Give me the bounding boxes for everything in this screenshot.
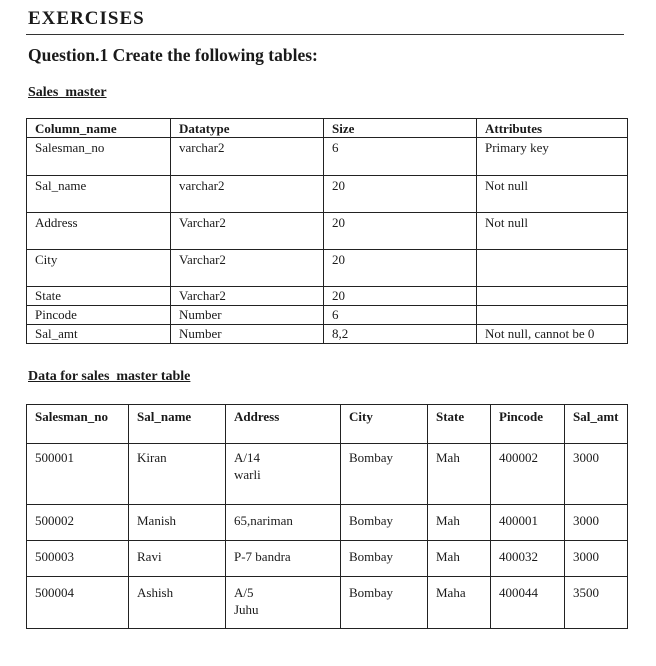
table-cell: 500001 (27, 444, 129, 505)
table-cell: 20 (324, 176, 477, 213)
table1-caption: Sales_master (28, 85, 107, 100)
table-row (27, 325, 628, 344)
table-row (27, 250, 628, 287)
table-cell: Bombay (341, 577, 428, 629)
sales-master-schema-table (26, 118, 628, 344)
table-row (27, 213, 628, 250)
header-cell: Size (324, 119, 477, 138)
header-cell: Sal_name (129, 405, 226, 444)
table-cell: 3000 (565, 505, 628, 541)
table-cell (226, 577, 341, 629)
table-cell: Salesman_no (27, 138, 171, 176)
table-cell (477, 287, 628, 306)
table-cell: Not null, cannot be 0 (477, 325, 628, 344)
table-cell: Sal_name (27, 176, 171, 213)
header-cell: Salesman_no (27, 405, 129, 444)
table-cell: Bombay (341, 505, 428, 541)
header-cell: Attributes (477, 119, 628, 138)
address-line: A/14 (234, 450, 260, 465)
table-cell: Bombay (341, 444, 428, 505)
table-cell: Address (27, 213, 171, 250)
table-cell: 6 (324, 138, 477, 176)
table-cell: 3500 (565, 577, 628, 629)
table-cell: Number (171, 306, 324, 325)
table-cell: P-7 bandra (226, 541, 341, 577)
table-cell: 500002 (27, 505, 129, 541)
table-cell: City (27, 250, 171, 287)
table-cell: Kiran (129, 444, 226, 505)
table-cell: 20 (324, 287, 477, 306)
heading-divider (26, 34, 624, 35)
table-cell: Mah (428, 444, 491, 505)
address-line: A/5 (234, 585, 254, 600)
table-row (27, 541, 628, 577)
table-cell: 20 (324, 250, 477, 287)
table-row (27, 287, 628, 306)
table-cell: Number (171, 325, 324, 344)
header-cell: Column_name (27, 119, 171, 138)
header-cell: Datatype (171, 119, 324, 138)
table-cell: Sal_amt (27, 325, 171, 344)
question-title: Question.1 Create the following tables: (28, 45, 318, 65)
table-cell: Primary key (477, 138, 628, 176)
table-cell: Manish (129, 505, 226, 541)
table-cell: 400032 (491, 541, 565, 577)
header-cell: City (341, 405, 428, 444)
table-cell: Mah (428, 505, 491, 541)
table-cell (477, 250, 628, 287)
table-cell: 500003 (27, 541, 129, 577)
table-cell: Varchar2 (171, 250, 324, 287)
table-cell: 400001 (491, 505, 565, 541)
table-cell: Not null (477, 213, 628, 250)
address-line: warli (234, 467, 261, 482)
table-cell: Varchar2 (171, 287, 324, 306)
table-cell: 65,nariman (226, 505, 341, 541)
table-cell: Ashish (129, 577, 226, 629)
table-cell: Ravi (129, 541, 226, 577)
table-cell: varchar2 (171, 138, 324, 176)
header-cell: Sal_amt (565, 405, 628, 444)
table-cell (477, 306, 628, 325)
table-cell (226, 444, 341, 505)
table-row (27, 176, 628, 213)
header-cell: Pincode (491, 405, 565, 444)
header-cell: State (428, 405, 491, 444)
table-cell: 400044 (491, 577, 565, 629)
table2-caption: Data for sales_master table (28, 369, 191, 384)
table-cell: 500004 (27, 577, 129, 629)
table-cell: 3000 (565, 541, 628, 577)
table-cell: Bombay (341, 541, 428, 577)
table-row (27, 577, 628, 629)
table-row (27, 444, 628, 505)
table-row (27, 138, 628, 176)
table-row (27, 505, 628, 541)
table-header-row (27, 405, 628, 444)
table-cell: Not null (477, 176, 628, 213)
table-row (27, 306, 628, 325)
table-cell: 8,2 (324, 325, 477, 344)
table-cell: State (27, 287, 171, 306)
page-heading: EXERCISES (28, 8, 145, 29)
sales-master-data-table (26, 404, 628, 629)
table-cell: 3000 (565, 444, 628, 505)
table-cell: Pincode (27, 306, 171, 325)
table-cell: Maha (428, 577, 491, 629)
table-cell: 20 (324, 213, 477, 250)
header-cell: Address (226, 405, 341, 444)
table-cell: 400002 (491, 444, 565, 505)
table-cell: Mah (428, 541, 491, 577)
address-line: Juhu (234, 602, 259, 617)
table-cell: varchar2 (171, 176, 324, 213)
table-cell: 6 (324, 306, 477, 325)
table-header-row (27, 119, 628, 138)
table-cell: Varchar2 (171, 213, 324, 250)
